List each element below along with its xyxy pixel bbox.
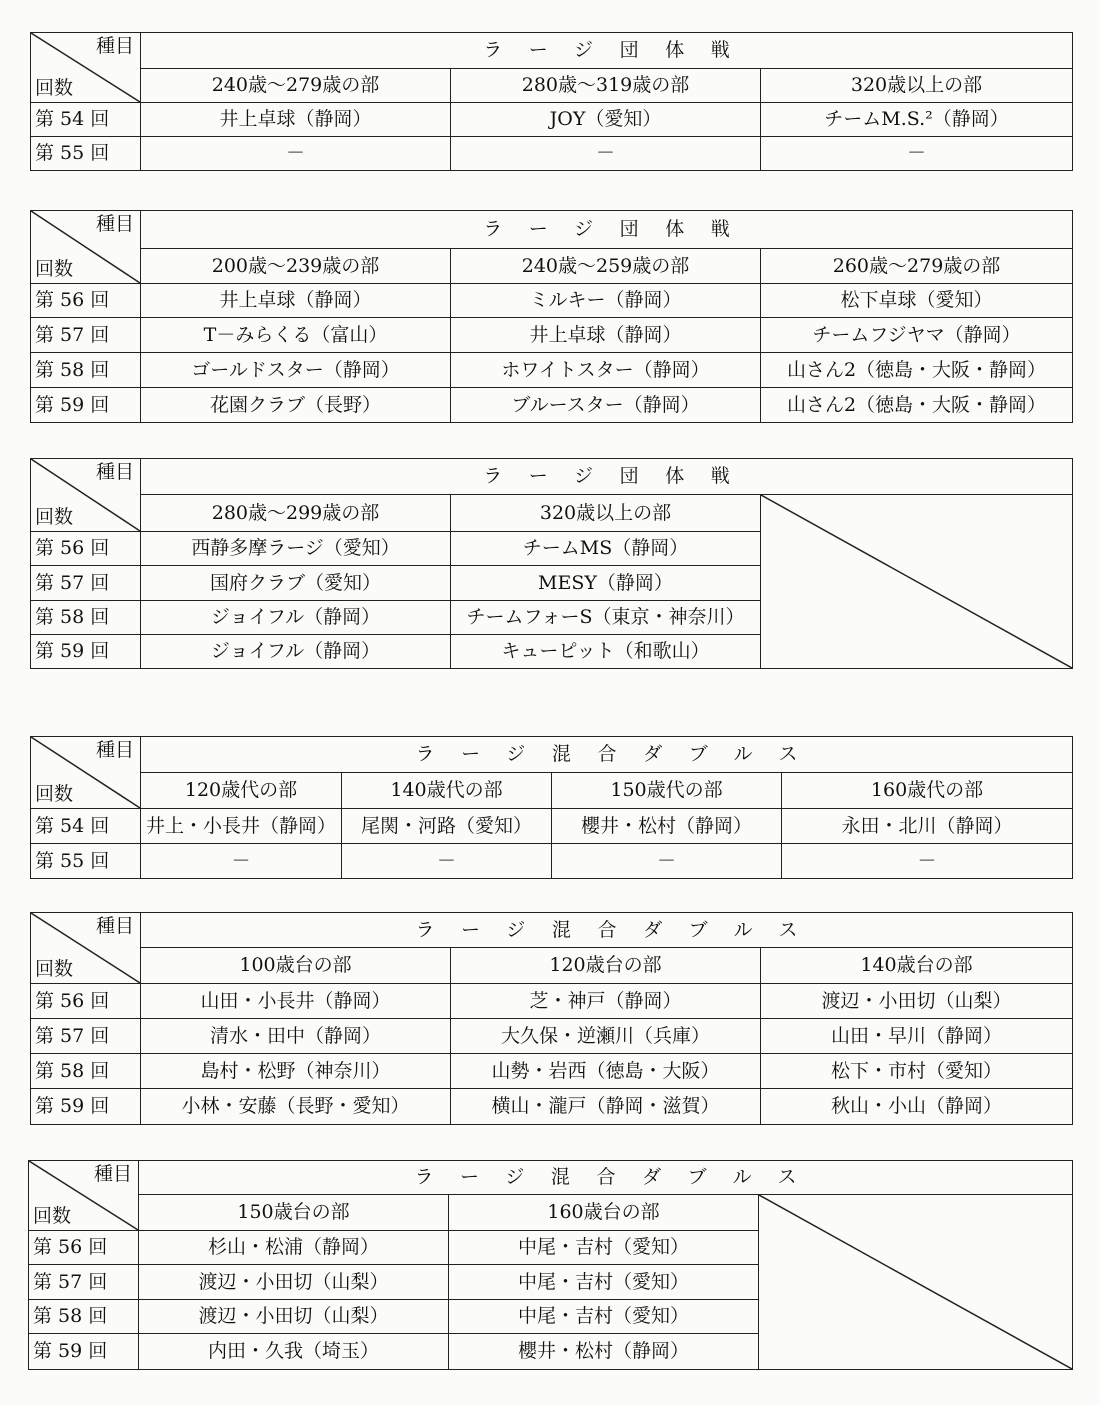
result-cell: ミルキー（静岡） — [451, 284, 761, 318]
result-cell: 山田・小長井（静岡） — [141, 984, 451, 1019]
result-cell: － — [782, 844, 1073, 879]
category-header: 100歳台の部 — [141, 948, 451, 984]
category-header: 260歳～279歳の部 — [761, 249, 1073, 284]
round-label: 第 57 回 — [31, 1019, 141, 1054]
header-event-label: 種目 — [93, 1163, 132, 1185]
result-cell: ジョイフル（静岡） — [141, 635, 451, 669]
header-round-label: 回数 — [35, 77, 74, 99]
header-event-label: 種目 — [95, 915, 134, 937]
result-cell: 松下卓球（愛知） — [761, 284, 1073, 318]
header-round-label: 回数 — [33, 1205, 72, 1227]
result-cell: チームM.S.²（静岡） — [761, 103, 1073, 137]
category-header: 320歳以上の部 — [451, 495, 761, 532]
result-cell: T－みらくる（富山） — [141, 318, 451, 353]
result-cell: 櫻井・松村（静岡） — [552, 809, 782, 844]
table-large-team-1 — [30, 32, 1073, 171]
round-label: 第 59 回 — [31, 635, 141, 669]
table-large-mixed-doubles-3 — [28, 1160, 1073, 1370]
header-round-label: 回数 — [35, 958, 74, 980]
category-header: 240歳～259歳の部 — [451, 249, 761, 284]
result-cell: 芝・神戸（静岡） — [451, 984, 761, 1019]
result-cell: 井上卓球（静岡） — [451, 318, 761, 353]
result-cell: 山さん2（徳島・大阪・静岡） — [761, 388, 1073, 423]
result-cell: － — [342, 844, 552, 879]
header-round-label: 回数 — [35, 258, 74, 280]
result-cell: 中尾・吉村（愛知） — [449, 1265, 759, 1300]
round-label: 第 58 回 — [31, 601, 141, 635]
category-header: 160歳代の部 — [782, 773, 1073, 809]
header-diagonal-cell — [31, 737, 141, 809]
round-label: 第 57 回 — [29, 1265, 139, 1300]
result-cell: 国府クラブ（愛知） — [141, 566, 451, 601]
category-header: 320歳以上の部 — [761, 69, 1073, 103]
header-diagonal-cell — [31, 913, 141, 984]
header-diagonal-cell — [31, 459, 141, 532]
table-title: ラージ団体戦 — [141, 211, 1073, 249]
header-round-label: 回数 — [35, 506, 74, 528]
result-cell: 小林・安藤（長野・愛知） — [141, 1089, 451, 1125]
round-label: 第 58 回 — [31, 353, 141, 388]
header-event-label: 種目 — [95, 739, 134, 761]
result-cell: 渡辺・小田切（山梨） — [139, 1265, 449, 1300]
table-title: ラージ混合ダブルス — [141, 737, 1073, 773]
result-cell: 中尾・吉村（愛知） — [449, 1300, 759, 1334]
table-title: ラージ混合ダブルス — [141, 913, 1073, 948]
result-cell: － — [141, 137, 451, 171]
table-title: ラージ団体戦 — [141, 459, 1073, 495]
result-cell: 杉山・松浦（静岡） — [139, 1231, 449, 1265]
category-header: 120歳代の部 — [141, 773, 342, 809]
round-label: 第 56 回 — [31, 984, 141, 1019]
result-cell: 櫻井・松村（静岡） — [449, 1334, 759, 1370]
result-cell: 西静多摩ラージ（愛知） — [141, 532, 451, 566]
table-title: ラージ混合ダブルス — [139, 1161, 1073, 1195]
empty-diagonal-cell — [759, 1195, 1073, 1370]
result-cell: － — [141, 844, 342, 879]
round-label: 第 59 回 — [29, 1334, 139, 1370]
result-cell: 井上・小長井（静岡） — [141, 809, 342, 844]
result-cell: ホワイトスター（静岡） — [451, 353, 761, 388]
result-cell: 内田・久我（埼玉） — [139, 1334, 449, 1370]
result-cell: 井上卓球（静岡） — [141, 284, 451, 318]
header-event-label: 種目 — [95, 461, 134, 483]
result-cell: MESY（静岡） — [451, 566, 761, 601]
result-cell: ジョイフル（静岡） — [141, 601, 451, 635]
result-cell: 花園クラブ（長野） — [141, 388, 451, 423]
result-cell: 山さん2（徳島・大阪・静岡） — [761, 353, 1073, 388]
table-title: ラージ団体戦 — [141, 33, 1073, 69]
round-label: 第 54 回 — [31, 103, 141, 137]
result-cell: 松下・市村（愛知） — [761, 1054, 1073, 1089]
round-label: 第 55 回 — [31, 137, 141, 171]
round-label: 第 57 回 — [31, 566, 141, 601]
result-cell: 井上卓球（静岡） — [141, 103, 451, 137]
result-cell: － — [552, 844, 782, 879]
header-diagonal-cell — [31, 211, 141, 284]
table-large-mixed-doubles-2 — [30, 912, 1073, 1125]
result-cell: 渡辺・小田切（山梨） — [761, 984, 1073, 1019]
header-diagonal-cell — [29, 1161, 139, 1231]
result-cell: － — [451, 137, 761, 171]
result-cell: － — [761, 137, 1073, 171]
table-large-team-3 — [30, 458, 1073, 669]
round-label: 第 54 回 — [31, 809, 141, 844]
category-header: 240歳～279歳の部 — [141, 69, 451, 103]
round-label: 第 56 回 — [31, 532, 141, 566]
empty-diagonal-cell — [761, 495, 1073, 669]
result-cell: キューピット（和歌山） — [451, 635, 761, 669]
result-cell: 島村・松野（神奈川） — [141, 1054, 451, 1089]
result-cell: チームフォーS（東京・神奈川） — [451, 601, 761, 635]
round-label: 第 59 回 — [31, 1089, 141, 1125]
result-cell: 山勢・岩西（徳島・大阪） — [451, 1054, 761, 1089]
table-large-team-2 — [30, 210, 1073, 423]
header-event-label: 種目 — [95, 213, 134, 235]
result-cell: 横山・瀧戸（静岡・滋賀） — [451, 1089, 761, 1125]
result-cell: 秋山・小山（静岡） — [761, 1089, 1073, 1125]
category-header: 160歳台の部 — [449, 1195, 759, 1231]
round-label: 第 58 回 — [29, 1300, 139, 1334]
result-cell: 永田・北川（静岡） — [782, 809, 1073, 844]
header-round-label: 回数 — [35, 783, 74, 805]
table-large-mixed-doubles-1 — [30, 736, 1073, 879]
category-header: 280歳～299歳の部 — [141, 495, 451, 532]
result-cell: 大久保・逆瀬川（兵庫） — [451, 1019, 761, 1054]
round-label: 第 55 回 — [31, 844, 141, 879]
header-event-label: 種目 — [95, 35, 134, 57]
round-label: 第 59 回 — [31, 388, 141, 423]
category-header: 120歳台の部 — [451, 948, 761, 984]
category-header: 150歳台の部 — [139, 1195, 449, 1231]
result-cell: 山田・早川（静岡） — [761, 1019, 1073, 1054]
round-label: 第 56 回 — [29, 1231, 139, 1265]
round-label: 第 58 回 — [31, 1054, 141, 1089]
header-diagonal-cell — [31, 33, 141, 103]
round-label: 第 56 回 — [31, 284, 141, 318]
result-cell: ゴールドスター（静岡） — [141, 353, 451, 388]
category-header: 280歳～319歳の部 — [451, 69, 761, 103]
result-cell: チームフジヤマ（静岡） — [761, 318, 1073, 353]
category-header: 140歳台の部 — [761, 948, 1073, 984]
result-cell: 中尾・吉村（愛知） — [449, 1231, 759, 1265]
result-cell: 渡辺・小田切（山梨） — [139, 1300, 449, 1334]
result-cell: JOY（愛知） — [451, 103, 761, 137]
category-header: 140歳代の部 — [342, 773, 552, 809]
result-cell: 尾関・河路（愛知） — [342, 809, 552, 844]
result-cell: ブルースター（静岡） — [451, 388, 761, 423]
category-header: 150歳代の部 — [552, 773, 782, 809]
result-cell: 清水・田中（静岡） — [141, 1019, 451, 1054]
round-label: 第 57 回 — [31, 318, 141, 353]
category-header: 200歳～239歳の部 — [141, 249, 451, 284]
result-cell: チームMS（静岡） — [451, 532, 761, 566]
